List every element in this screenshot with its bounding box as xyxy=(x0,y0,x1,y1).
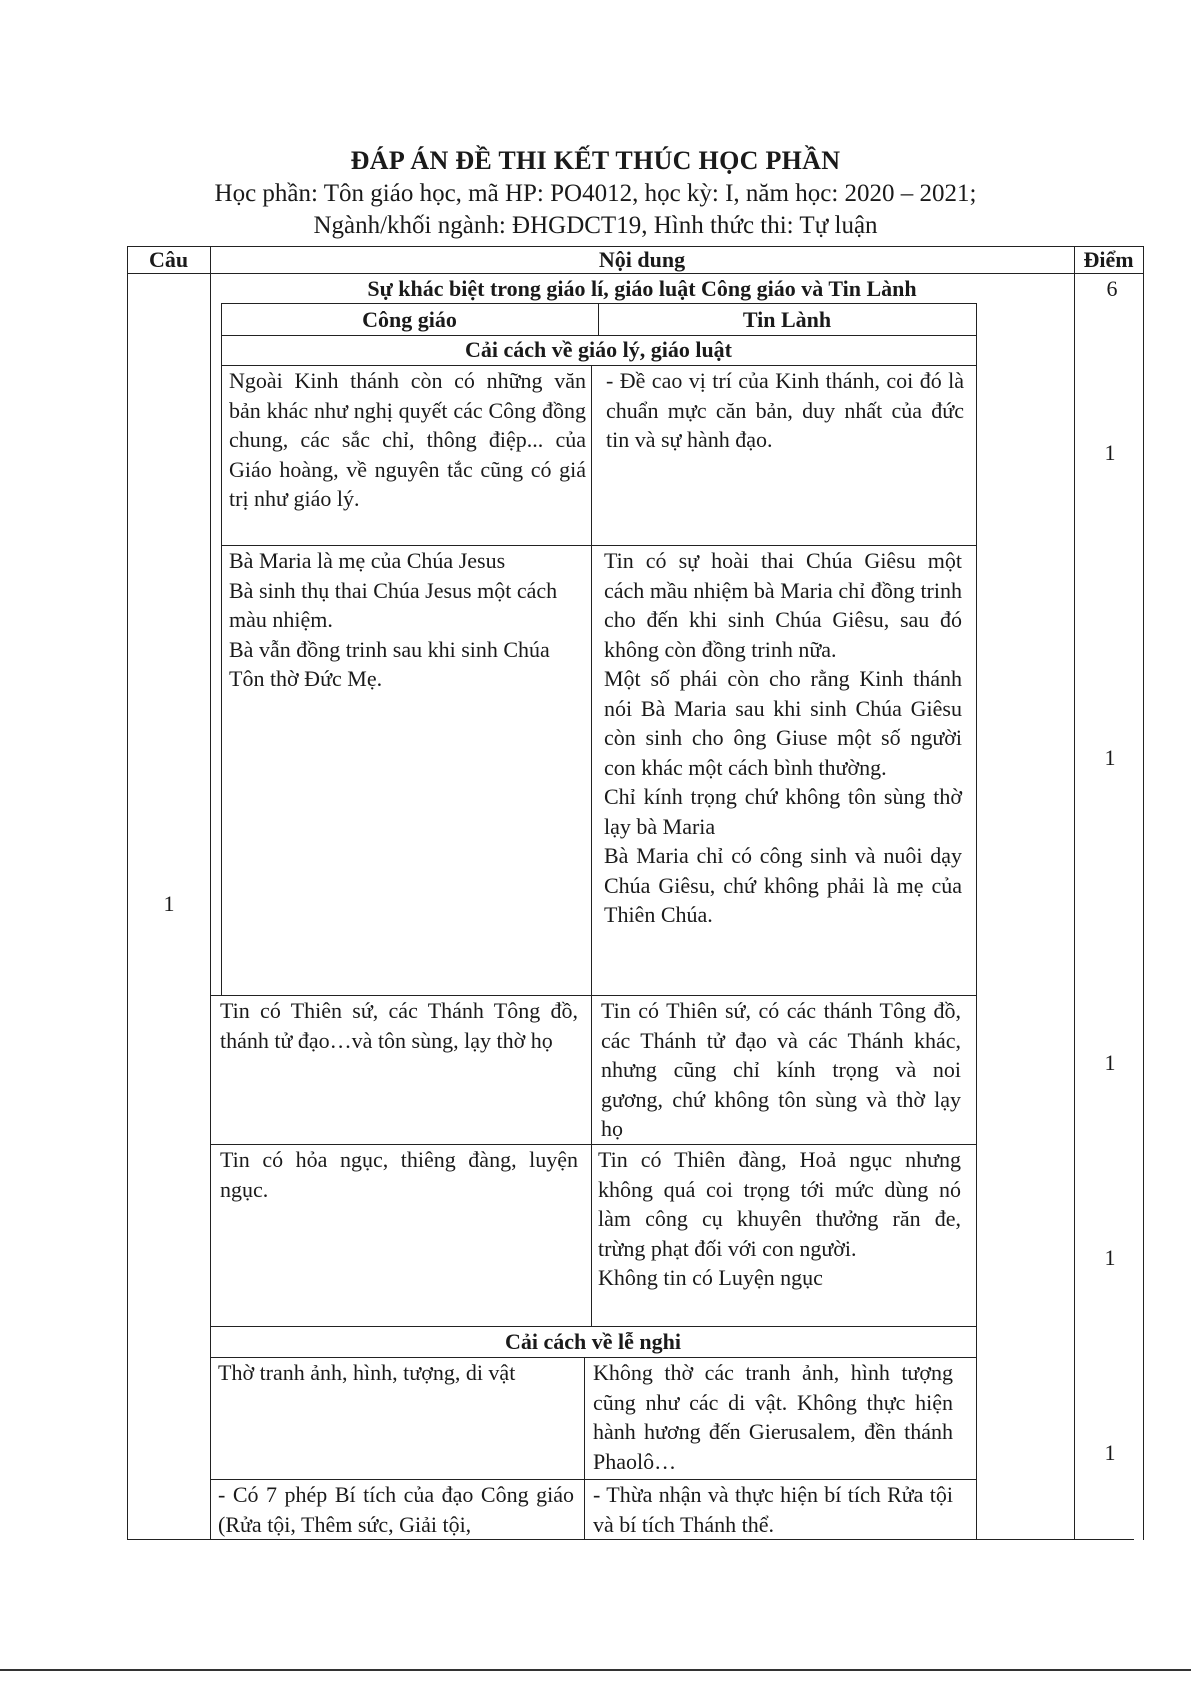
section-score: 6 xyxy=(1106,276,1118,301)
text-line: Tin có hỏa ngục, thiêng đàng, luyện ngục. xyxy=(220,1147,578,1202)
row5-score: 1 xyxy=(1104,1440,1116,1465)
inner-middle-divider-c xyxy=(584,1357,585,1539)
sub-column-cong-giao: Công giáo xyxy=(362,307,457,332)
text-line: Tin có Thiên đàng, Hoả ngục nhưng không quá coi trọng tới mức dùng nó làm công cụ khuyên thưởng răn đe, trừng phạt đối với con người. xyxy=(598,1147,961,1261)
text-line: - Thừa nhận và thực hiện bí tích Rửa tội và bí tích Thánh thể. xyxy=(593,1482,953,1537)
group-title-giao-ly: Cải cách về giáo lý, giáo luật xyxy=(464,337,733,362)
column-header-cau: Câu xyxy=(148,247,189,272)
question-number: 1 xyxy=(163,891,175,916)
row1-tin-lanh xyxy=(606,366,964,455)
inner-right-border xyxy=(976,303,977,1539)
inner-left-border-lower xyxy=(210,995,211,1539)
diem-column-divider xyxy=(1074,246,1075,1540)
exam-info: Ngành/khối ngành: ĐHGDCT19, Hình thức thi: Tự luận xyxy=(313,212,878,239)
row3-score: 1 xyxy=(1104,1050,1116,1075)
text-line: Bà vẫn đồng trinh sau khi sinh Chúa xyxy=(229,636,550,662)
text-line: Thờ tranh ảnh, hình, tượng, di vật xyxy=(218,1360,516,1385)
text-line: Bà Maria chỉ có công sinh và nuôi dạy Chúa Giêsu, chứ không phải là mẹ của Thiên Chúa. xyxy=(604,843,962,927)
text-line: Một số phái còn cho rằng Kinh thánh nói Bà Maria sau khi sinh Chúa Giêsu còn sinh cho ông Giuse một số người con khác một cách bình thường. xyxy=(604,666,962,780)
section-title: Sự khác biệt trong giáo lí, giáo luật Công giáo và Tin Lành xyxy=(367,276,917,301)
text-line: Ngoài Kinh thánh còn có những văn bản khác như nghị quyết các Công đồng chung, các sắc chỉ, thông điệp... của Giáo hoàng, về nguyên tắc cũng có giá trị như giáo lý. xyxy=(229,368,586,511)
row1-cong-giao xyxy=(229,366,586,514)
column-header-noi-dung: Nội dung xyxy=(598,247,686,272)
sub-column-tin-lanh: Tin Lành xyxy=(742,307,832,332)
text-line: Tin có sự hoài thai Chúa Giêsu một cách mầu nhiệm bà Maria chỉ đồng trinh cho đến khi sinh Chúa Giêsu, sau đó không còn đồng trinh nữa. xyxy=(604,548,962,662)
text-line: - Đề cao vị trí của Kinh thánh, coi đó là chuẩn mực căn bản, duy nhất của đức tin và sự hành đạo. xyxy=(606,368,964,452)
text-line: Bà Maria là mẹ của Chúa Jesus xyxy=(229,548,506,573)
table-border-bottom xyxy=(127,1539,1134,1540)
page-bottom-edge xyxy=(0,1669,1191,1671)
text-line: Không thờ các tranh ảnh, hình tượng cũng như các di vật. Không thực hiện hành hương đến Gierusalem, đền thánh Phaolô… xyxy=(593,1360,953,1474)
row3-tin-lanh xyxy=(601,996,961,1144)
row4-tin-lanh xyxy=(598,1145,961,1293)
column-header-diem: Điểm xyxy=(1083,247,1134,272)
row6-cong-giao xyxy=(218,1480,574,1539)
row2-tin-lanh xyxy=(604,546,962,930)
text-line: - Có 7 phép Bí tích của đạo Công giáo (Rửa tội, Thêm sức, Giải tội, xyxy=(218,1482,574,1537)
row4-cong-giao xyxy=(220,1145,578,1204)
row5-cong-giao xyxy=(218,1358,574,1388)
text-line: Không tin có Luyện ngục xyxy=(598,1265,823,1290)
inner-left-border-upper xyxy=(221,303,222,995)
row2-score: 1 xyxy=(1104,745,1116,770)
course-info: Học phần: Tôn giáo học, mã HP: PO4012, học kỳ: I, năm học: 2020 – 2021; xyxy=(214,180,977,207)
text-line: Bà sinh thụ thai Chúa Jesus một cách màu nhiệm. xyxy=(229,577,558,632)
text-line: Tôn thờ Đức Mẹ. xyxy=(229,666,383,691)
text-line: Tin có Thiên sứ, các Thánh Tông đồ, thánh tử đạo…và tôn sùng, lạy thờ họ xyxy=(220,998,578,1053)
table-border-left xyxy=(127,246,128,1540)
text-line: Chỉ kính trọng chứ không tôn sùng thờ lạy bà Maria xyxy=(604,784,962,839)
row3-cong-giao xyxy=(220,996,578,1055)
document-title: ĐÁP ÁN ĐỀ THI KẾT THÚC HỌC PHẦN xyxy=(350,146,841,175)
row5-tin-lanh xyxy=(593,1358,953,1476)
row4-score: 1 xyxy=(1104,1245,1116,1270)
table-border-right xyxy=(1143,246,1144,1540)
row1-score: 1 xyxy=(1104,440,1116,465)
group-title-le-nghi: Cải cách về lễ nghi xyxy=(505,1329,681,1354)
row2-cong-giao xyxy=(229,546,585,694)
inner-middle-divider-b xyxy=(591,365,592,1326)
text-line: Tin có Thiên sứ, có các thánh Tông đồ, các Thánh tử đạo và các Thánh khác, nhưng cũng chỉ kính trọng và noi gương, chứ không tôn sùng và thờ lạy họ xyxy=(601,998,961,1141)
row6-tin-lanh xyxy=(593,1480,953,1539)
